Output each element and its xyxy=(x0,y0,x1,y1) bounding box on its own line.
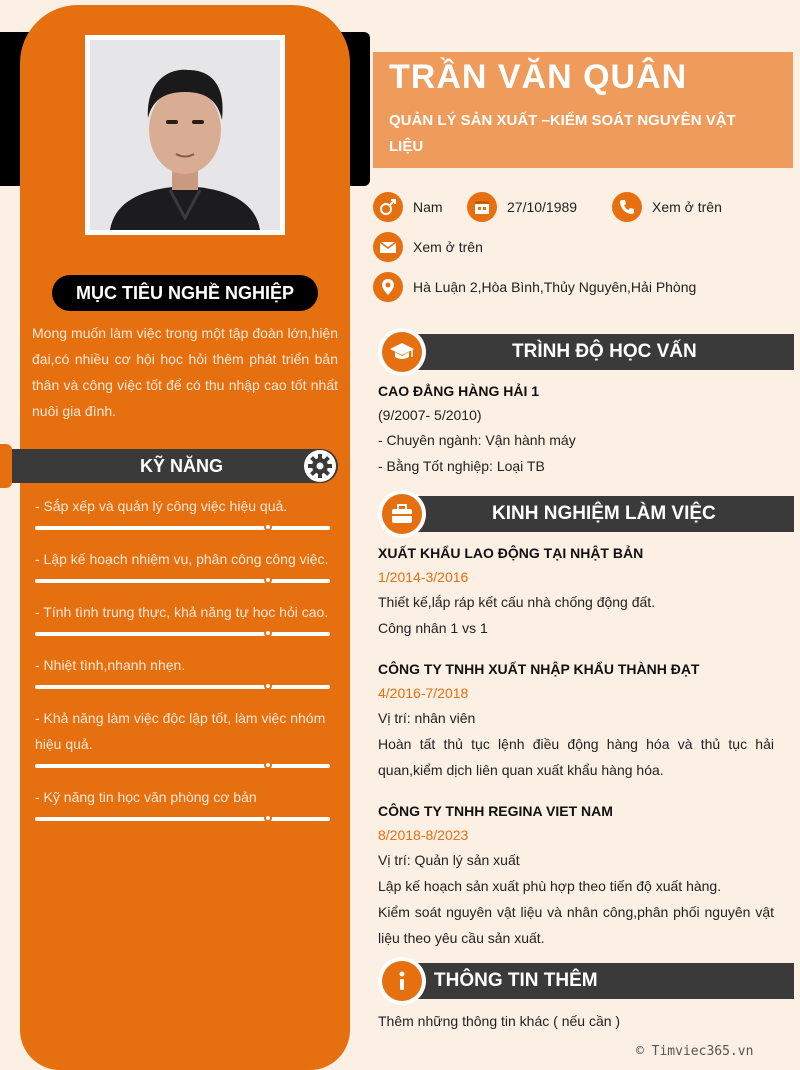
job-company: CÔNG TY TNHH REGINA VIET NAM xyxy=(378,803,613,819)
skill-item: - Tính tình trung thực, khả năng tự học hỏi cao. xyxy=(35,604,329,620)
name-header xyxy=(373,52,793,168)
skill-level-knob xyxy=(264,682,272,690)
skill-item: - Lập kế hoạch nhiệm vụ, phân công công việc. xyxy=(35,551,329,567)
skill-tab-accent xyxy=(0,444,12,488)
info-icon xyxy=(382,961,422,1001)
candidate-name: TRẦN VĂN QUÂN xyxy=(389,58,688,96)
skill-level-knob xyxy=(264,629,272,637)
briefcase-icon xyxy=(382,494,422,534)
skill-level-knob xyxy=(264,814,272,822)
job-period: 1/2014-3/2016 xyxy=(378,569,469,585)
job-company: CÔNG TY TNHH XUẤT NHẬP KHẨU THÀNH ĐẠT xyxy=(378,661,700,677)
job-company: XUẤT KHẨU LAO ĐỘNG TẠI NHẬT BẢN xyxy=(378,545,644,561)
birthday-value: 27/10/1989 xyxy=(507,199,578,215)
skill-level-knob xyxy=(264,523,272,531)
skill-item: - Khả năng làm việc độc lập tốt, làm việc nhóm hiệu quả. xyxy=(35,710,326,752)
skills-header xyxy=(12,449,338,483)
skill-level-bar xyxy=(35,817,330,821)
profile-photo xyxy=(85,35,285,235)
experience-badge xyxy=(378,490,426,538)
skill-item: - Kỹ năng tin học văn phòng cơ bản xyxy=(35,789,257,805)
footer-credit: © Timviec365.vn xyxy=(636,1044,754,1059)
phone-icon xyxy=(612,192,642,222)
email-value: Xem ở trên xyxy=(413,239,483,255)
skill-level-bar xyxy=(35,764,330,768)
gear-icon xyxy=(304,450,336,482)
phone-value: Xem ở trên xyxy=(652,199,722,215)
location-icon xyxy=(373,272,403,302)
additional-badge xyxy=(378,957,426,1005)
skill-level-bar xyxy=(35,579,330,583)
objective-text: Mong muốn làm việc trong một tập đoàn lớn,hiện đại,có nhiều cơ hội học hỏi thêm phát triển bản thân và công việc tốt để có thu nhập cao tốt nhất nuôi gia đình. xyxy=(32,325,338,419)
objective-heading: MỤC TIÊU NGHỀ NGHIỆP xyxy=(52,275,318,311)
education-degree: - Bằng Tốt nghiệp: Loại TB xyxy=(378,458,545,474)
portrait-photo xyxy=(90,40,280,230)
gender-value: Nam xyxy=(413,199,443,215)
job-detail: Công nhân 1 vs 1 xyxy=(378,620,488,636)
education-period: (9/2007- 5/2010) xyxy=(378,407,482,423)
email-icon xyxy=(373,232,403,262)
job-detail: Thiết kế,lắp ráp kết cấu nhà chống động đất. xyxy=(378,594,656,610)
education-badge xyxy=(378,328,426,376)
skills-heading: KỸ NĂNG xyxy=(140,456,224,476)
address-value: Hà Luận 2,Hòa Bình,Thủy Nguyên,Hải Phòng xyxy=(413,279,697,295)
skill-level-bar xyxy=(35,526,330,530)
skill-level-knob xyxy=(264,576,272,584)
job-detail: Kiểm soát nguyên vật liệu và nhân công,phân phối nguyên vật liệu theo yêu cầu sản xuất. xyxy=(378,904,774,946)
job-title: QUẢN LÝ SẢN XUẤT –KIỂM SOÁT NGUYÊN VẬT LIỆU xyxy=(389,112,736,155)
job-period: 4/2016-7/2018 xyxy=(378,685,469,701)
additional-text: Thêm những thông tin khác ( nếu cần ) xyxy=(378,1013,621,1029)
calendar-icon xyxy=(467,192,497,222)
job-detail: Vị trí: Quản lý sản xuất xyxy=(378,852,520,868)
additional-heading: THÔNG TIN THÊM xyxy=(434,970,598,991)
graduation-cap-icon xyxy=(382,332,422,372)
job-detail: Hoàn tất thủ tục lệnh điều động hàng hóa và thủ tục hải quan,kiểm dịch liên quan xuất khẩu hàng hóa. xyxy=(378,736,774,778)
skill-level-bar xyxy=(35,632,330,636)
job-period: 8/2018-8/2023 xyxy=(378,827,469,843)
skill-level-bar xyxy=(35,685,330,689)
education-school: CAO ĐẲNG HÀNG HẢI 1 xyxy=(378,383,540,399)
job-detail: Vị trí: nhân viên xyxy=(378,710,476,726)
education-major: - Chuyên ngành: Vận hành máy xyxy=(378,432,576,448)
experience-heading: KINH NGHIỆM LÀM VIỆC xyxy=(492,503,716,524)
skill-item: - Sắp xếp và quản lý công việc hiệu quả. xyxy=(35,498,288,514)
job-detail: Lập kế hoạch sản xuất phù hợp theo tiến độ xuất hàng. xyxy=(378,878,722,894)
skill-item: - Nhiệt tình,nhanh nhẹn. xyxy=(35,657,186,673)
gender-icon xyxy=(373,192,403,222)
education-heading: TRÌNH ĐỘ HỌC VẤN xyxy=(512,341,697,362)
skill-level-knob xyxy=(264,761,272,769)
